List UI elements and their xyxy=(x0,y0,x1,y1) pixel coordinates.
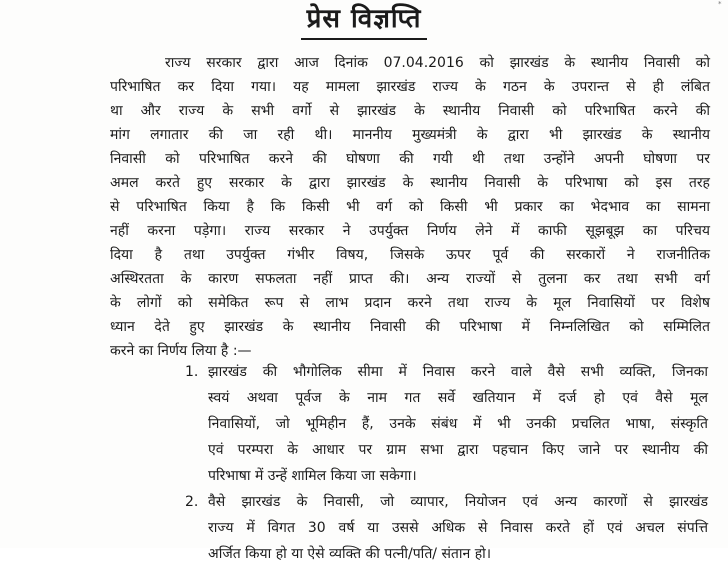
paragraph-line: नहीं करना पड़ेगा। राज्य सरकार ने उपर्युक्त निर्णय लेने में काफी सूझबूझ का परिचय xyxy=(110,223,710,239)
list-item-line: वैसे झारखंड के निवासी, जो व्यापार, नियोजन एवं अन्य कारणों से झारखंड xyxy=(208,494,708,510)
paragraph-line: ध्यान देते हुए झारखंड के स्थानीय निवासी की परिभाषा में निम्नलिखित को सम्मिलित xyxy=(110,319,710,335)
paragraph-line: से परिभाषित किया है कि किसी भी वर्ग को किसी भी प्रकार का भेदभाव का सामना xyxy=(110,199,710,215)
paragraph-line: अस्थिरतता के कारण सफलता नहीं प्राप्त की। अन्य राज्यों से तुलना कर तथा सभी वर्ग xyxy=(110,271,710,287)
page-title-container xyxy=(0,2,728,40)
paragraph-line: राज्य सरकार द्वारा आज दिनांक 07.04.2016 को झारखंड के स्थानीय निवासी को xyxy=(165,55,710,71)
intro-paragraph xyxy=(110,51,710,363)
list-item-line: स्वयं अथवा पूर्वज के नाम गत सर्वे खतियान में दर्ज हो एवं वैसे मूल xyxy=(208,390,708,406)
list-item-line: परिभाषा में उन्हें शामिल किया जा सकेगा। xyxy=(208,468,417,484)
corner-mark: * xyxy=(718,0,722,8)
paragraph-line: मांग लगातार की जा रही थी। माननीय मुख्यमंत्री के द्वारा भी झारखंड के स्थानीय xyxy=(110,127,710,143)
paragraph-line: अमल करते हुए सरकार के द्वारा झारखंड के स्थानीय निवासी के परिभाषा को इस तरह xyxy=(110,175,710,191)
paragraph-line: था और राज्य के सभी वर्गो से झारखंड के स्थानीय निवासी को परिभाषित करने की xyxy=(110,103,710,119)
list-item-number: 1. xyxy=(185,364,199,380)
list-item-line: निवासियों, जो भूमिहीन हैं, उनके संबंध में भी उनकी प्रचलित भाषा, संस्कृति xyxy=(208,416,708,432)
paragraph-line: निवासी को परिभाषित करने की घोषणा की गयी थी तथा उन्होंने अपनी घोषणा पर xyxy=(110,151,710,167)
paragraph-line: के लोगों को समेकित रूप से लाभ प्रदान करने तथा राज्य के मूल निवासियों पर विशेष xyxy=(110,295,710,311)
list-item-number: 2. xyxy=(185,494,199,510)
list-item-line: झारखंड की भौगोलिक सीमा में निवास करने वाले वैसे सभी व्यक्ति, जिनका xyxy=(208,364,708,380)
paragraph-line: करने का निर्णय लिया है :— xyxy=(110,343,252,359)
list-item-line: राज्य में विगत 30 वर्ष या उससे अधिक से निवास करते हों एवं अचल संपत्ति xyxy=(208,520,708,536)
list-item-line: अर्जित किया हो या ऐसे व्यक्ति की पत्नी/पति/ संतान हो। xyxy=(208,546,492,562)
paragraph-line: परिभाषित कर दिया गया। यह मामला झारखंड राज्य के गठन के उपरान्त से ही लंबित xyxy=(110,79,710,95)
list-item-line: एवं परम्परा के आधार पर ग्राम सभा द्वारा पहचान किए जाने पर स्थानीय की xyxy=(208,442,708,458)
page-title: प्रेस विज्ञप्ति xyxy=(301,2,428,40)
paragraph-line: दिया है तथा उपर्युक्त गंभीर विषय, जिसके ऊपर पूर्व की सरकारों ने राजनीतिक xyxy=(110,247,710,263)
